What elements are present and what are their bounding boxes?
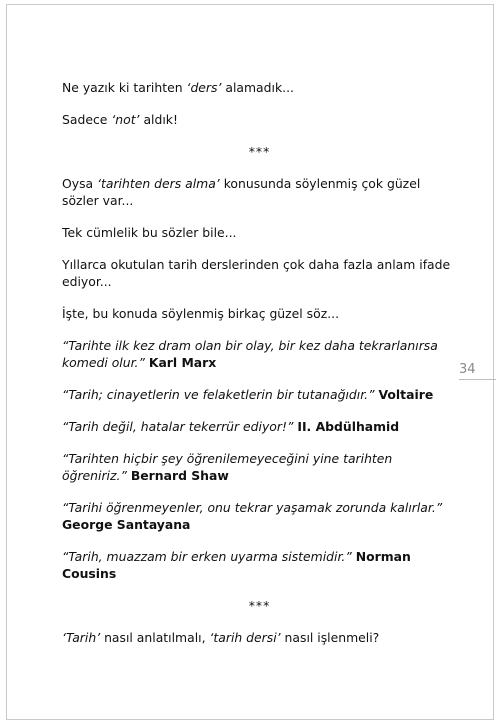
intro-line-2 [62, 111, 457, 128]
quote-author: Bernard Shaw [130, 468, 229, 483]
quote-1 [62, 337, 457, 371]
italic-term: ‘not’ [111, 112, 140, 127]
quote-author: Karl Marx [148, 355, 217, 370]
quote-author: Voltaire [378, 387, 434, 402]
page-number: 34 [459, 362, 496, 380]
text-segment: alamadık... [221, 80, 294, 95]
quote-text: “Tarih değil, hatalar tekerrür ediyor!” [62, 419, 294, 434]
quote-text: “Tarihi öğrenmeyenler, onu tekrar yaşamak zorunda kalırlar.” [62, 500, 443, 515]
quote-2 [62, 386, 457, 403]
quote-3 [62, 418, 457, 435]
text-segment: Oysa [62, 176, 98, 191]
quote-author: II. Abdülhamid [297, 419, 400, 434]
italic-term: ‘tarih dersi’ [209, 630, 281, 645]
section-separator: *** [248, 598, 271, 613]
text-segment: konusunda söylenmiş çok güzel sözler var... [62, 176, 421, 208]
quote-author: George Santayana [62, 517, 191, 532]
quote-author: Norman Cousins [62, 549, 411, 581]
body-paragraph-1 [62, 175, 457, 209]
text-segment: Sadece [62, 112, 112, 127]
quote-text: “Tarihten hiçbir şey öğrenilemeyeceğini yine tarihten öğreniriz.” [62, 451, 393, 483]
quote-5 [62, 499, 457, 533]
document-page [6, 4, 494, 720]
section-separator: *** [248, 144, 271, 159]
text-segment: nasıl anlatılmalı, [100, 630, 210, 645]
text-segment: nasıl işlenmeli? [280, 630, 380, 645]
text-segment: Ne yazık ki tarihten [62, 80, 187, 95]
italic-term: ‘ders’ [186, 80, 222, 95]
quote-4 [62, 450, 457, 484]
quote-text: “Tarih, muazzam bir erken uyarma sistemidir.” [62, 549, 352, 564]
intro-line-1 [62, 79, 457, 96]
closing-question [62, 629, 457, 646]
page-content [62, 79, 457, 661]
text-segment: aldık! [139, 112, 178, 127]
body-paragraph-3: Yıllarca okutulan tarih derslerinden çok daha fazla anlam ifade ediyor... [62, 257, 451, 289]
quote-text: “Tarih; cinayetlerin ve felaketlerin bir tutanağıdır.” [62, 387, 375, 402]
body-paragraph-2: Tek cümlelik bu sözler bile... [62, 225, 237, 240]
italic-term: ‘Tarih’ [62, 630, 101, 645]
quote-6 [62, 548, 457, 582]
italic-term: ‘tarihten ders alma’ [97, 176, 220, 191]
quote-text: “Tarihte ilk kez dram olan bir olay, bir kez daha tekrarlanırsa komedi olur.” [62, 338, 438, 370]
body-paragraph-4: İşte, bu konuda söylenmiş birkaç güzel söz... [62, 306, 340, 321]
